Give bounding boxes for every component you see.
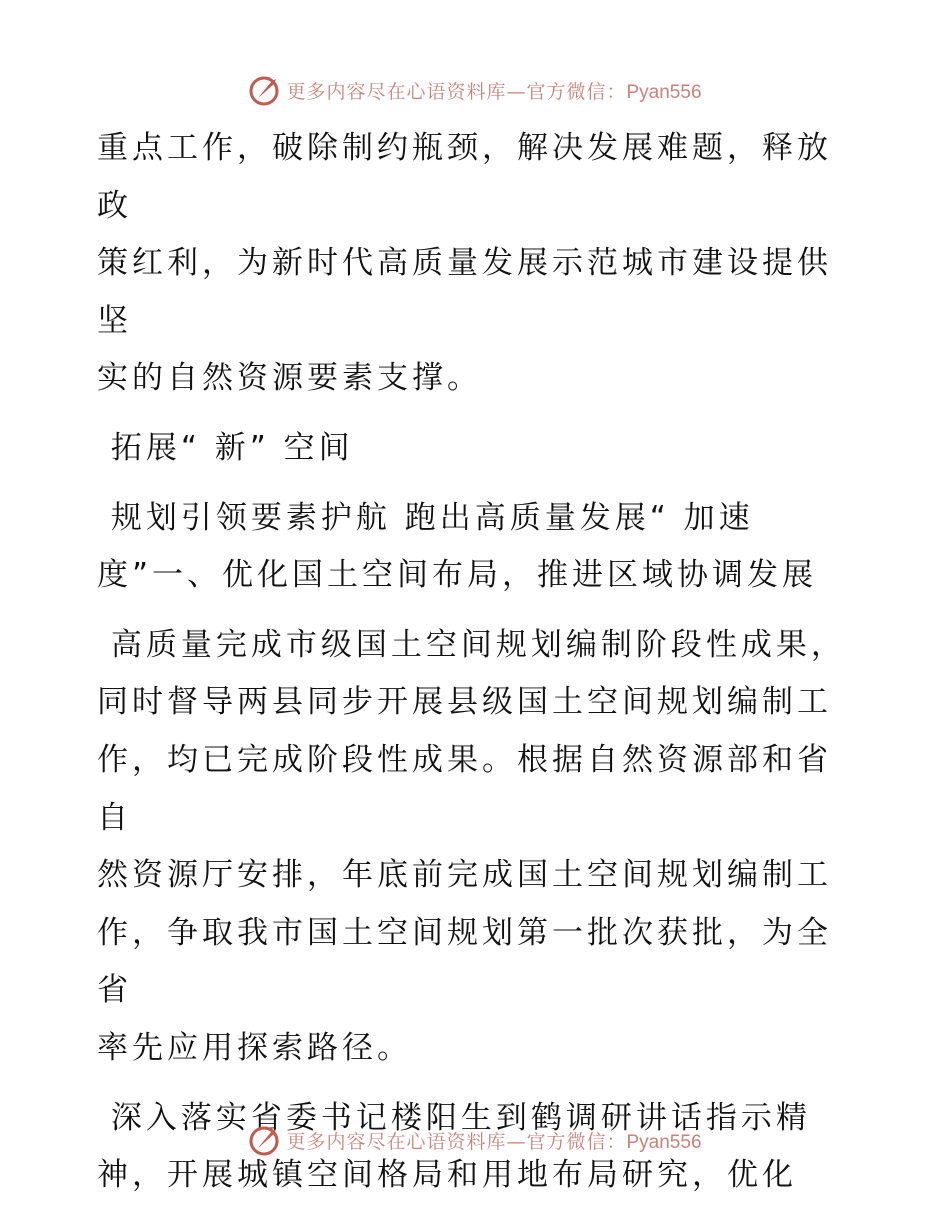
quill-pen-circle-icon <box>248 1123 282 1157</box>
paragraph-gap <box>97 1078 857 1090</box>
footer-watermark-banner <box>0 1120 950 1160</box>
header-watermark-text: 更多内容尽在心语资料库—官方微信：Pyan556 <box>286 80 702 103</box>
text-line: 神，开展城镇空间格局和用地布局研究，优化 <box>97 1157 797 1194</box>
paragraph <box>97 490 857 605</box>
text-line: 作，均已完成阶段性成果。根据自然资源部和省自 <box>97 741 832 836</box>
paragraph <box>97 120 857 408</box>
paragraph <box>97 617 857 1078</box>
text-line: 同时督导两县同步开展县级国土空间规划编制工 <box>97 684 832 721</box>
text-line: 拓展“ 新” 空间 <box>97 429 354 466</box>
text-line: 深入落实省委书记楼阳生到鹤调研讲话指示精 <box>97 1099 811 1136</box>
footer-watermark-text: 更多内容尽在心语资料库—官方微信：Pyan556 <box>286 1130 702 1153</box>
paragraph-gap <box>97 408 857 420</box>
paragraph-gap <box>97 605 857 617</box>
text-line: 率先应用探索路径。 <box>97 1029 412 1066</box>
text-line: 规划引领要素护航 跑出高质量发展“ 加速 <box>97 499 754 536</box>
text-line: 高质量完成市级国土空间规划编制阶段性成果， <box>97 626 846 663</box>
header-watermark-banner <box>0 70 950 110</box>
text-line: 策红利，为新时代高质量发展示范城市建设提供坚 <box>97 245 832 339</box>
paragraph-gap <box>97 478 857 490</box>
text-line: 度”一、优化国土空间布局，推进区域协调发展 <box>97 557 818 594</box>
text-line: 重点工作，破除制约瓶颈，解决发展难题，释放政 <box>97 130 832 224</box>
quill-pen-circle-icon <box>248 73 282 107</box>
document-body <box>97 120 857 1205</box>
text-line: 然资源厅安排，年底前完成国土空间规划编制工 <box>97 857 832 894</box>
text-line: 作，争取我市国土空间规划第一批次获批，为全省 <box>97 914 832 1009</box>
paragraph <box>97 420 857 478</box>
text-line: 实的自然资源要素支撑。 <box>97 360 482 397</box>
